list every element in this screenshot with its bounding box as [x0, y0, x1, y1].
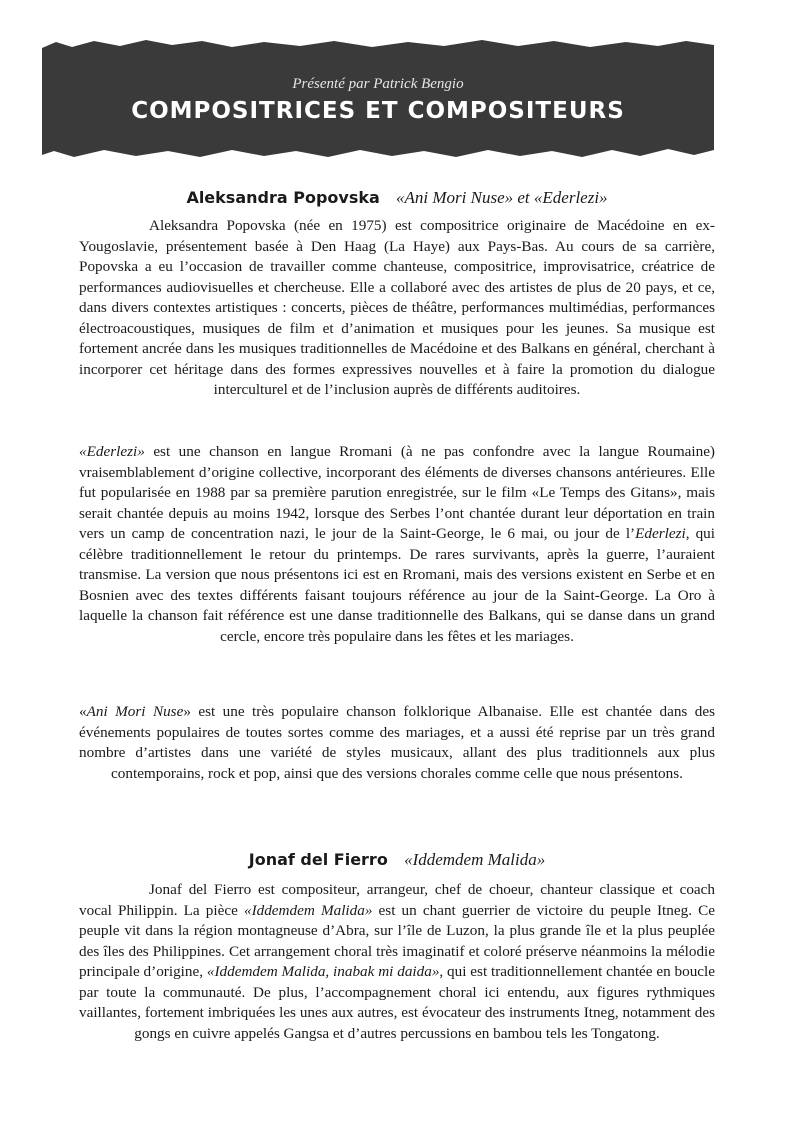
paragraph-text: , qui célèbre traditionnellement le retour du printemps. De rares survivants, après la guerre, l’auraient transmise. La version que nous présentons ici est en Rromani, mais des versions existent en Serbe et en Bosnien avec des textes différents faisant toujours référence au jour de la Saint-George. La Oro à laquelle la chanson fait référence est une danse traditionnelle des Balkans, qui se danse dans un grand cercle, encore très populaire dans les fêtes et les mariages. [79, 525, 715, 645]
paragraph-text: est un chant guerrier de victoire du peuple Itneg. Ce peuple vit dans la région montagneuse d’Abra, sur l’île de Luzon, la plus grande île et la plus peuplée des îles des Philippines. Cet arrangement choral très imaginatif et coloré préserve néanmoins la mélodie principale d’origine, [79, 901, 715, 980]
composer-heading-popovska [0, 188, 794, 208]
paragraph-del-fierro-bio [79, 880, 715, 1044]
paragraph-text: Jonaf del Fierro est compositeur, arrangeur, chef de choeur, chanteur classique et coach vocal Philippin. La pièce [79, 881, 715, 919]
italic-title: «Iddemdem Malida» [243, 901, 373, 919]
composer-name: Aleksandra Popovska [186, 188, 380, 207]
banner-title: COMPOSITRICES ET COMPOSITEURS [131, 98, 625, 124]
italic-title: Ederlezi [635, 525, 686, 542]
paragraph-text: est une chanson en langue Rromani (à ne pas confondre avec la langue Roumaine) vraisemblablement d’origine collective, incorporant des éléments de diverses chansons antérieures. Elle fut popularisée en 1988 par sa première parution enregistrée, sur le film «Le Temps des Gitans», mais serait chantée depuis au moins 1942, lorsque des Serbes l’ont chantée durant leur déportation en train vers un camp de concentration nazi, le jour de la Saint-George, le 6 mai, ou jour de l’ [79, 443, 715, 542]
italic-title: Ani Mori Nuse [86, 703, 184, 720]
quote-open: « [79, 703, 87, 720]
italic-title: «Ederlezi» [79, 443, 145, 460]
header-banner [42, 38, 714, 162]
paragraph-text: , qui est traditionnellement chantée en boucle par toute la communauté. De plus, l’accompagnement choral ici entendu, aux figures rythmiques vaillantes, fortement imbriquées les unes aux autres, est évocateur des instruments Itneg, notamment des gongs en cuivre appelés Gangsa et d’autres percussions en bambou tels les Tongatong. [79, 963, 716, 1042]
paragraph-ederlezi [79, 442, 715, 647]
paragraph-popovska-bio [79, 216, 715, 401]
composer-works: «Ani Mori Nuse» et «Ederlezi» [396, 188, 608, 207]
paragraph-text: est une très populaire chanson folklorique Albanaise. Elle est chantée dans des événements populaires de toutes sortes comme des mariages, et a aussi été reprise par un très grand nombre d’artistes dans une variété de styles musicaux, allant des plus traditionnels aux plus contemporains, rock et pop, ainsi que des versions chorales comme celle que nous présentons. [79, 703, 716, 782]
banner-subtitle: Présenté par Patrick Bengio [292, 76, 464, 92]
quote-close: » [183, 703, 191, 720]
paragraph-text: Aleksandra Popovska (née en 1975) est compositrice originaire de Macédoine en ex-Yougoslavie, présentement basée à Den Haag (La Haye) aux Pays-Bas. Au cours de sa carrière, Popovska a eu l’occasion de travailler comme chanteuse, compositrice, improvisatrice, créatrice de performances audiovisuelles et chercheuse. Elle a collaboré avec des artistes de plus de 20 pays, et ce, dans divers contextes artistiques : concerts, pièces de théâtre, performances multimédias, performances électroacoustiques, musiques de film et d’animation et musiques pour les jeunes. Sa musique est fortement ancrée dans les musiques traditionnelles de Macédoine et des Balkans en général, cherchant à incorporer cet héritage dans des formes expressives nouvelles et à faire la promotion du dialogue interculturel et de l’inclusion auprès de différents auditoires. [79, 217, 715, 398]
italic-quote: «Iddemdem Malida, inabak mi daida» [206, 963, 440, 980]
paragraph-ani-mori-nuse [79, 702, 715, 784]
composer-heading-del-fierro [0, 850, 794, 870]
composer-works: «Iddemdem Malida» [404, 850, 546, 869]
composer-name: Jonaf del Fierro [248, 850, 388, 869]
